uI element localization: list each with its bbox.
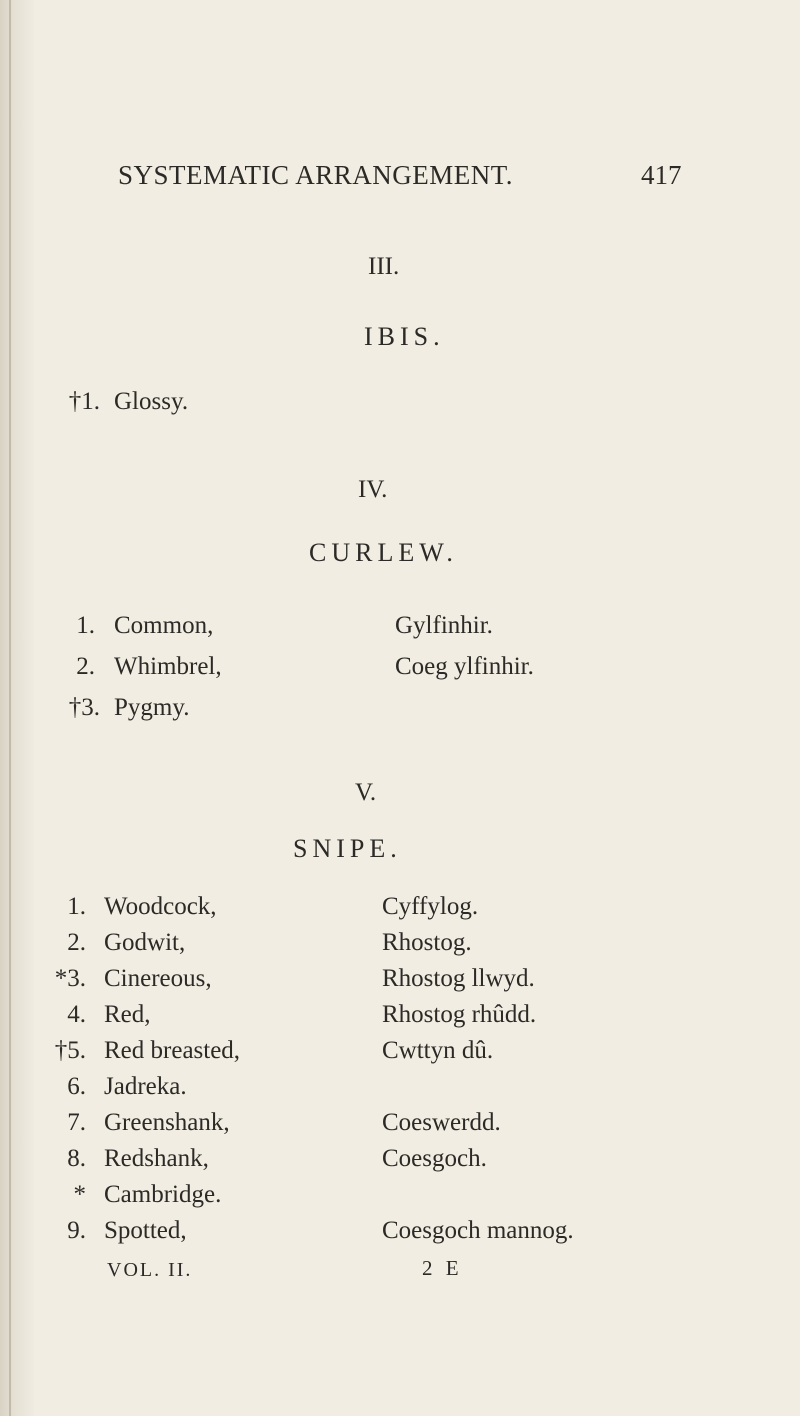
entry-english-name: Cinereous,	[104, 965, 212, 992]
entry-number: *3.	[54, 965, 86, 992]
page-number: 417	[641, 160, 682, 190]
entry-welsh-name: Cwttyn dû.	[382, 1037, 494, 1064]
entry-number: 9.	[67, 1217, 86, 1244]
section-title-snipe: SNIPE.	[293, 834, 402, 863]
entry-english-name: Red breasted,	[104, 1037, 241, 1064]
entry-english-name: Whimbrel,	[114, 653, 222, 680]
entry-number: 8.	[67, 1145, 86, 1172]
entry-welsh-name: Cyffylog.	[382, 893, 479, 920]
entry-number: 1.	[76, 612, 95, 639]
entry-number: †3.	[68, 694, 100, 721]
section-title-ibis: IBIS.	[364, 322, 445, 351]
entry-number: 7.	[67, 1109, 86, 1136]
entry-english-name: Woodcock,	[104, 893, 217, 920]
entry-number: 4.	[67, 1001, 86, 1028]
entry-welsh-name: Coesgoch mannog.	[382, 1217, 574, 1244]
entry-number: *	[73, 1181, 86, 1208]
entry-english-name: Red,	[104, 1001, 151, 1028]
entry-english-name: Pygmy.	[114, 694, 190, 721]
entry-english-name: Godwit,	[104, 929, 186, 956]
signature-mark: 2 E	[422, 1256, 463, 1280]
entry-welsh-name: Rhostog llwyd.	[382, 965, 535, 992]
section-numeral-iii: III.	[368, 253, 400, 280]
entry-welsh-name: Coeswerdd.	[382, 1109, 501, 1136]
entry-welsh-name: Rhostog.	[382, 929, 472, 956]
entry-welsh-name: Coesgoch.	[382, 1145, 487, 1172]
entry-welsh-name: Rhostog rhûdd.	[382, 1001, 537, 1028]
section-numeral-iv: IV.	[358, 476, 388, 503]
entry-english-name: Jadreka.	[104, 1073, 187, 1100]
entry-english-name: Glossy.	[114, 388, 189, 415]
volume-label: VOL. II.	[107, 1259, 193, 1281]
entry-english-name: Spotted,	[104, 1217, 187, 1244]
entry-english-name: Redshank,	[104, 1145, 209, 1172]
entry-english-name: Greenshank,	[104, 1109, 230, 1136]
entry-number: †1.	[68, 388, 100, 415]
section-numeral-v: V.	[355, 779, 377, 806]
entry-english-name: Cambridge.	[104, 1181, 222, 1208]
section-title-curlew: CURLEW.	[309, 538, 458, 567]
entry-number: 2.	[67, 929, 86, 956]
entry-number: 1.	[67, 893, 86, 920]
entry-number: 6.	[67, 1073, 86, 1100]
entry-welsh-name: Gylfinhir.	[395, 612, 493, 639]
entry-number: 2.	[76, 653, 95, 680]
running-title: SYSTEMATIC ARRANGEMENT.	[118, 160, 514, 190]
entry-welsh-name: Coeg ylfinhir.	[395, 653, 534, 680]
entry-english-name: Common,	[114, 612, 214, 639]
entry-number: †5.	[54, 1037, 86, 1064]
